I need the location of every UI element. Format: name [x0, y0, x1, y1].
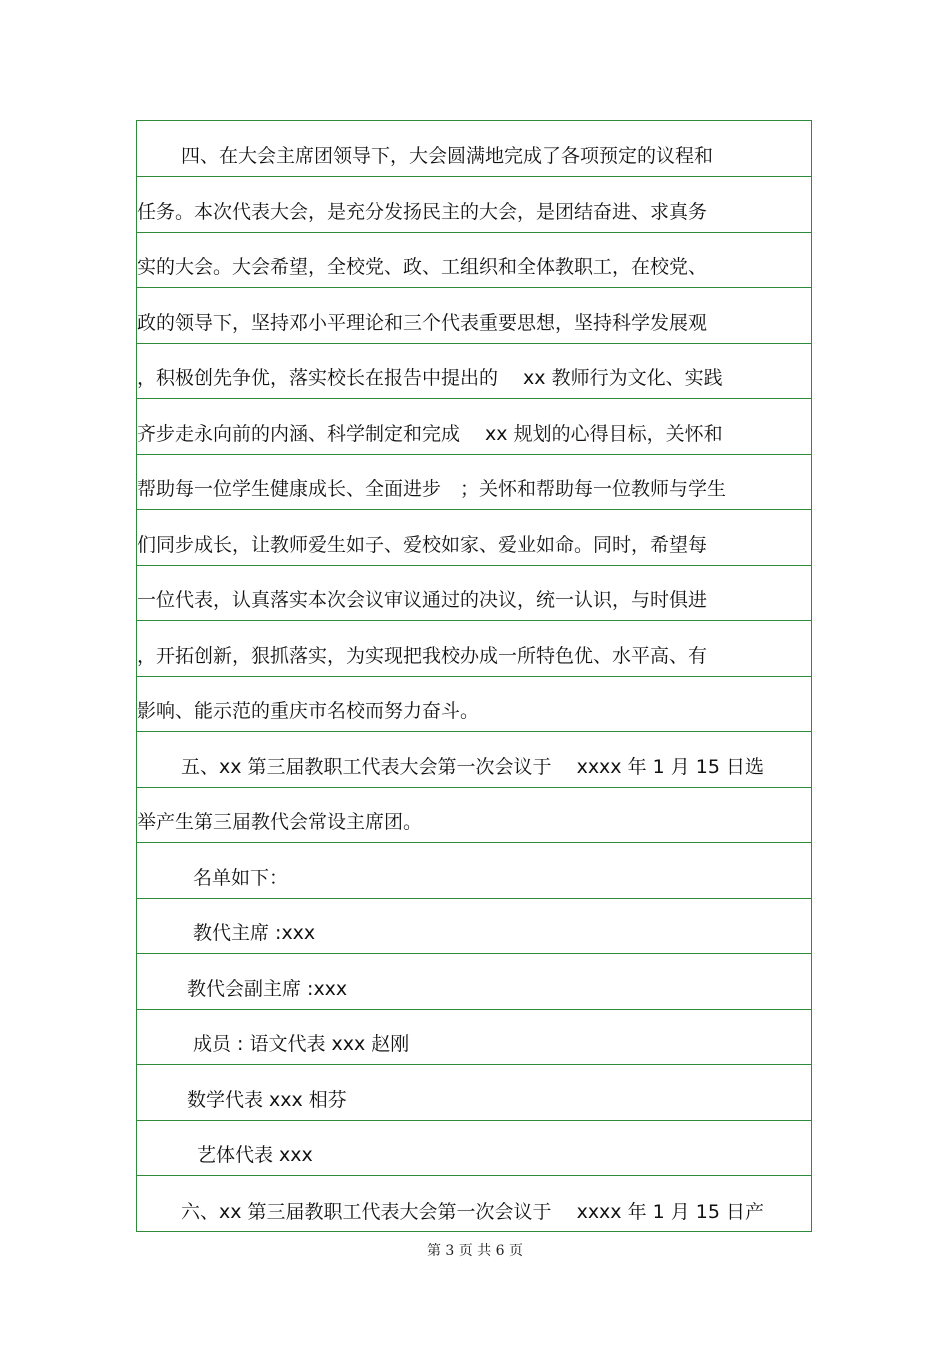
text-line: 五、xx 第三届教职工代表大会第一次会议于 xxxx 年 1 月 15 日选: [181, 756, 765, 778]
text-line: 一位代表，认真落实本次会议审议通过的决议，统一认识，与时俱进: [137, 589, 708, 611]
text-row: [137, 898, 811, 954]
text-line: 数学代表 xxx 相芬: [187, 1089, 347, 1111]
text-line: 名单如下：: [193, 867, 289, 889]
text-row: [137, 1009, 811, 1065]
text-row: [137, 399, 811, 455]
document-frame: [136, 120, 812, 1232]
text-row: [137, 288, 811, 344]
text-line: 齐步走永向前的内涵、科学制定和完成 xx 规划的心得目标，关怀和: [137, 423, 723, 445]
text-line: 举产生第三届教代会常设主席团。: [137, 811, 423, 833]
text-line: 实的大会。大会希望，全校党、政、工组织和全体教职工，在校党、: [137, 256, 708, 278]
text-line: 任务。本次代表大会，是充分发扬民主的大会，是团结奋进、求真务: [137, 201, 708, 223]
text-row: [137, 787, 811, 843]
text-line: 六、xx 第三届教职工代表大会第一次会议于 xxxx 年 1 月 15 日产: [181, 1201, 765, 1223]
text-line: ，积极创先争优，落实校长在报告中提出的 xx 教师行为文化、实践: [137, 367, 723, 389]
text-row: [137, 1176, 811, 1232]
text-line: 们同步成长，让教师爱生如子、爱校如家、爱业如命。同时，希望每: [137, 534, 708, 556]
text-row: [137, 843, 811, 899]
text-line: 四、在大会主席团领导下，大会圆满地完成了各项预定的议程和: [181, 145, 714, 167]
text-line: 教代主席 :xxx: [193, 922, 316, 944]
text-line: 影响、能示范的重庆市名校而努力奋斗。: [137, 700, 480, 722]
text-line: 帮助每一位学生健康成长、全面进步 ；关怀和帮助每一位教师与学生: [137, 478, 727, 500]
text-row: [137, 510, 811, 566]
text-line: 教代会副主席 :xxx: [187, 978, 348, 1000]
text-row: [137, 621, 811, 677]
text-row: [137, 1120, 811, 1176]
text-row: [137, 232, 811, 288]
text-row: [137, 177, 811, 233]
page-footer: 第 3 页 共 6 页: [426, 1243, 524, 1259]
text-row: [137, 954, 811, 1010]
text-line: 艺体代表 xxx: [197, 1144, 313, 1166]
text-row: [137, 676, 811, 732]
text-row: [137, 1065, 811, 1121]
text-row: [137, 565, 811, 621]
text-line: 成员 : 语文代表 xxx 赵刚: [193, 1033, 410, 1055]
text-row: [137, 121, 811, 177]
text-line: 政的领导下，坚持邓小平理论和三个代表重要思想，坚持科学发展观: [137, 312, 708, 334]
text-row: [137, 454, 811, 510]
text-line: ，开拓创新，狠抓落实，为实现把我校办成一所特色优、水平高、有: [137, 645, 708, 667]
text-row: [137, 732, 811, 788]
text-row: [137, 343, 811, 399]
